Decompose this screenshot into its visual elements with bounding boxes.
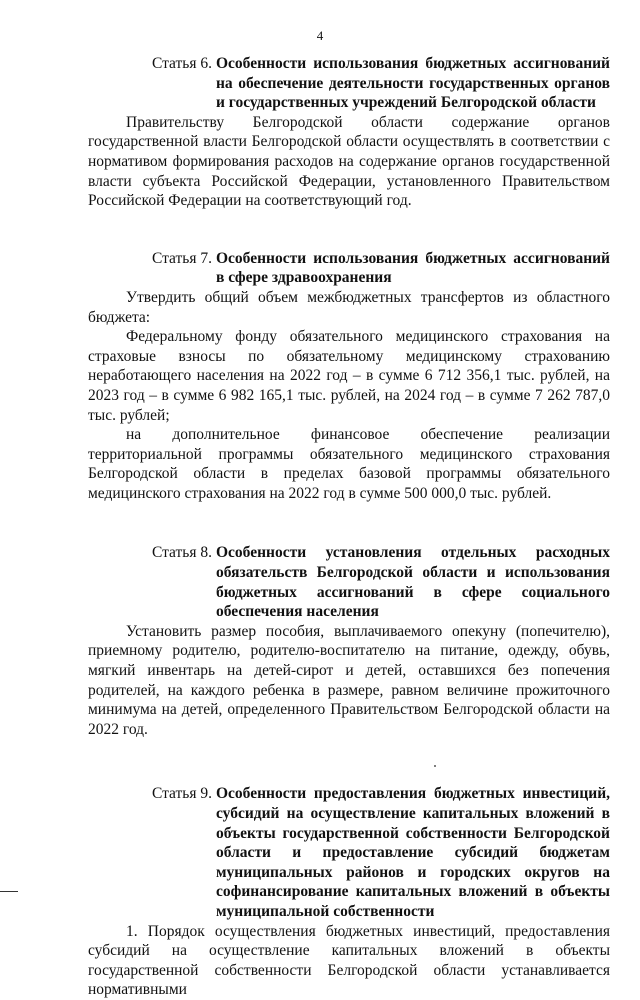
document-body xyxy=(88,54,610,1000)
article-7-heading xyxy=(88,249,610,288)
article-9-paragraph-1: 1. Порядок осуществления бюджетных инвестиций, предоставления субсидий на осуществление капитальных вложений в объекты государственной собственности Белгородской области устанавливается нормативными xyxy=(88,922,610,999)
article-7-paragraph-1: Утвердить общий объем межбюджетных трансфертов из областного бюджета: xyxy=(88,288,610,326)
article-label: Статья 9. xyxy=(151,785,212,803)
article-9-heading xyxy=(88,784,610,921)
article-label: Статья 8. xyxy=(151,544,212,562)
article-title: Особенности установления отдельных расходных обязательств Белгородской области и использования бюджетных ассигнований в сфере социального обеспечения населения xyxy=(216,544,610,621)
scan-edge-mark xyxy=(0,891,18,892)
article-title: Особенности предоставления бюджетных инвестиций, субсидий на осуществление капитальных вложений в объекты государственной собственности Белгородской области и предоставление субсидий бюджетам муниципальных районов и городских округов на софинансирование капитальных вложений в объекты муниципальной собственности xyxy=(216,785,610,920)
article-8-heading xyxy=(88,543,610,621)
article-6-heading xyxy=(88,54,610,113)
article-6-paragraph-1: Правительству Белгородской области содержание органов государственной власти Белгородской области осуществлять в соответствии с нормативом формирования расходов на содержание органов государственной власти субъекта Российской Федерации, установленного Правительством Российской Федерации на соответствующий год. xyxy=(88,113,610,210)
article-label: Статья 6. xyxy=(151,55,212,72)
article-title: Особенности использования бюджетных ассигнований на обеспечение деятельности государственных органов и государственных учреждений Белгородской области xyxy=(216,55,610,112)
article-7-paragraph-2: Федеральному фонду обязательного медицинского страхования на страховые взносы по обязательному медицинскому страхованию неработающего населения на 2022 год – в сумме 6 712 356,1 тыс. рублей, на 2023 год – в сумме 6 982 165,1 тыс. рублей, на 2024 год – в сумме 7 262 787,0 тыс. рублей; xyxy=(88,328,610,424)
scan-speck xyxy=(434,765,436,767)
article-label: Статья 7. xyxy=(151,249,212,267)
page-number: 4 xyxy=(316,28,324,43)
article-title: Особенности использования бюджетных ассигнований в сфере здравоохранения xyxy=(216,249,610,287)
article-8-paragraph-1: Установить размер пособия, выплачиваемого опекуну (попечителю), приемному родителю, родителю-воспитателю на питание, одежду, обувь, мягкий инвентарь на детей-сирот и детей, оставшихся без попечения родителей, на каждого ребенка в размере, равном величине прожиточного минимума на детей, определенного Правительством Белгородской области на 2022 год. xyxy=(88,622,610,738)
article-7-paragraph-3: на дополнительное финансовое обеспечение реализации территориальной программы обязательного медицинского страхования Белгородской области в пределах базовой программы обязательного медицинского страхования на 2022 год в сумме 500 000,0 тыс. рублей. xyxy=(88,426,610,502)
